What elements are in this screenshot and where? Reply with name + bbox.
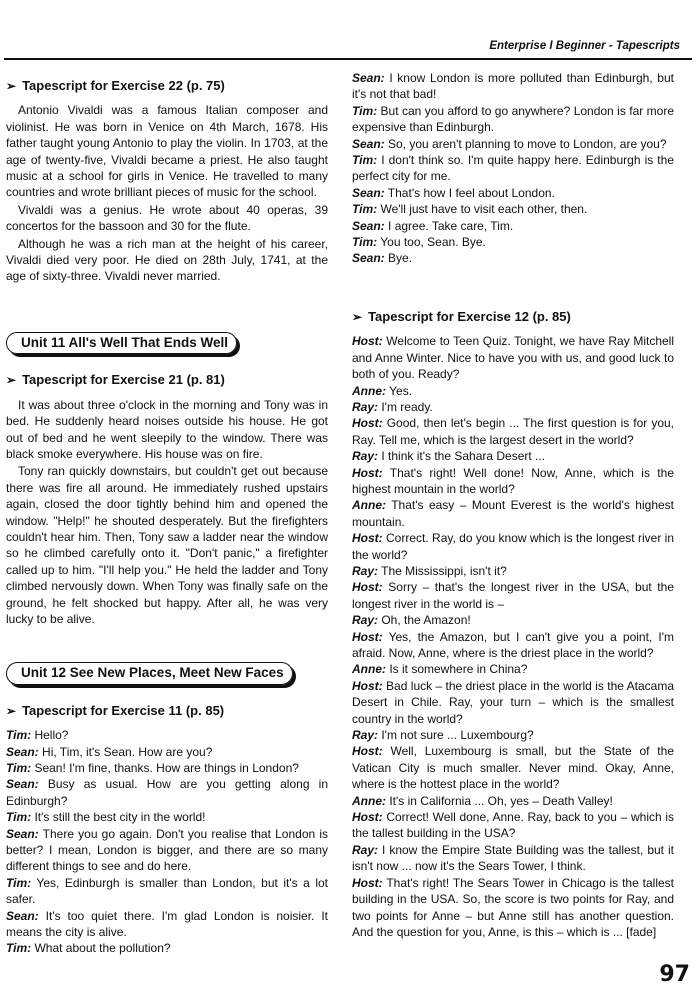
dialogue-line bbox=[352, 793, 674, 809]
speaker-name: Ray: bbox=[352, 563, 379, 578]
speaker-name: Anne: bbox=[352, 662, 386, 677]
spoken-text: There you go again. Don't you realise that London is better? I mean, London is bigger, and there are so many different things to see and do here. bbox=[6, 826, 328, 874]
dialogue-line bbox=[352, 465, 674, 498]
section-heading-ex12 bbox=[352, 309, 674, 325]
spoken-text: Bad luck – the driest place in the world is the Atacama Desert in Chile. Ray, your turn – which is the smallest country in the world? bbox=[352, 678, 674, 726]
spoken-text: Good, then let's begin ... The first question is for you, Ray. Tell me, which is the largest desert in the world? bbox=[352, 416, 674, 447]
spoken-text: Is it somewhere in China? bbox=[386, 662, 528, 677]
dialogue-line bbox=[6, 908, 328, 941]
speaker-name: Host: bbox=[352, 678, 383, 693]
speaker-name: Tim: bbox=[352, 153, 378, 168]
speaker-name: Sean: bbox=[352, 71, 385, 85]
left-column bbox=[6, 70, 328, 957]
speaker-name: Sean: bbox=[352, 218, 385, 233]
spoken-text: I'm ready. bbox=[378, 399, 433, 414]
dialogue-line bbox=[352, 875, 674, 941]
spoken-text: That's right! Well done! Now, Anne, which is the highest mountain in the world? bbox=[352, 465, 674, 496]
spoken-text: That's right! The Sears Tower in Chicago is the tallest building in the USA. So, the score is two points for Ray, and two points for Anne – but Anne still has another question. And the question for you, Anne, is this – which is ... [fade] bbox=[352, 875, 674, 939]
speaker-name: Sean: bbox=[6, 826, 39, 841]
dialogue-line bbox=[352, 136, 674, 152]
dialogue-ex12 bbox=[352, 333, 674, 940]
spoken-text: Hi, Tim, it's Sean. How are you? bbox=[38, 744, 213, 759]
page-number: 97 bbox=[659, 962, 690, 987]
dialogue-line bbox=[352, 629, 674, 662]
header-rule bbox=[4, 58, 692, 60]
spoken-text: We'll just have to visit each other, then. bbox=[377, 202, 588, 217]
arrow-icon: ➢ bbox=[6, 373, 17, 388]
speaker-name: Host: bbox=[352, 465, 383, 480]
spoken-text: I think it's the Sahara Desert ... bbox=[378, 449, 546, 464]
dialogue-line bbox=[352, 333, 674, 382]
speaker-name: Tim: bbox=[6, 728, 32, 743]
dialogue-line bbox=[6, 875, 328, 908]
spoken-text: Oh, the Amazon! bbox=[378, 613, 471, 628]
dialogue-line bbox=[352, 612, 674, 628]
running-header: Enterprise I Beginner - Tapescripts bbox=[489, 40, 680, 52]
spoken-text: I don't think so. I'm quite happy here. Edinburgh is the perfect city for me. bbox=[352, 153, 674, 184]
spoken-text: The Mississippi, isn't it? bbox=[378, 563, 507, 578]
spoken-text: Yes. bbox=[386, 383, 413, 398]
dialogue-line bbox=[352, 579, 674, 612]
dialogue-line bbox=[352, 497, 674, 530]
paragraph: Although he was a rich man at the height of his career, Vivaldi died very poor. He died on 28th July, 1741, at the age of sixty-three. Vivaldi never married. bbox=[6, 236, 328, 284]
speaker-name: Host: bbox=[352, 629, 383, 644]
spoken-text: Hello? bbox=[31, 728, 69, 743]
speaker-name: Host: bbox=[352, 531, 383, 546]
speaker-name: Anne: bbox=[352, 793, 386, 808]
dialogue-line bbox=[352, 103, 674, 136]
dialogue-line bbox=[352, 727, 674, 743]
spoken-text: What about the pollution? bbox=[31, 941, 171, 956]
speaker-name: Ray: bbox=[352, 728, 379, 743]
arrow-icon: ➢ bbox=[6, 79, 17, 93]
dialogue-line bbox=[352, 530, 674, 563]
speaker-name: Sean: bbox=[6, 908, 39, 923]
dialogue-ex11 bbox=[6, 727, 328, 957]
dialogue-line bbox=[352, 678, 674, 727]
spoken-text: Well, Luxembourg is small, but the State of the Vatican City is much smaller. Never mind. Okay, Anne, where is the hottest place in the world? bbox=[352, 744, 674, 792]
dialogue-line bbox=[6, 776, 328, 809]
dialogue-ex11-continued bbox=[352, 70, 674, 267]
spoken-text: It's too quiet there. I'm glad London is noisier. It means the city is alive. bbox=[6, 908, 328, 940]
dialogue-line bbox=[352, 383, 674, 399]
dialogue-line bbox=[352, 809, 674, 842]
dialogue-line bbox=[352, 152, 674, 185]
paragraph: It was about three o'clock in the morning and Tony was in bed. He suddenly heard noises outside his house. He got out of bed and he went sleepily to the window. There was black smoke everywhere. His house was on fire. bbox=[6, 397, 328, 461]
dialogue-line bbox=[352, 185, 674, 201]
dialogue-line bbox=[6, 727, 328, 743]
section-heading-ex21 bbox=[6, 372, 328, 388]
speaker-name: Host: bbox=[352, 580, 383, 595]
spoken-text: It's still the best city in the world! bbox=[31, 810, 206, 825]
dialogue-line bbox=[352, 399, 674, 415]
paragraph: Vivaldi was a genius. He wrote about 40 operas, 39 concertos for the bassoon and 30 for the flute. bbox=[6, 202, 328, 234]
section-heading-text: Tapescript for Exercise 12 (p. 85) bbox=[368, 308, 571, 324]
spoken-text: Sean! I'm fine, thanks. How are things in London? bbox=[31, 761, 299, 775]
speaker-name: Sean: bbox=[352, 251, 385, 266]
dialogue-line bbox=[352, 448, 674, 464]
spoken-text: Yes, Edinburgh is smaller than London, but it's a lot safer. bbox=[6, 875, 328, 907]
spoken-text: That's how I feel about London. bbox=[384, 185, 555, 200]
speaker-name: Host: bbox=[352, 810, 383, 825]
dialogue-line bbox=[352, 201, 674, 217]
section-heading-text: Tapescript for Exercise 21 (p. 81) bbox=[22, 372, 225, 388]
speaker-name: Anne: bbox=[352, 498, 386, 513]
unit-12-banner: Unit 12 See New Places, Meet New Faces bbox=[6, 662, 293, 684]
dialogue-line bbox=[6, 809, 328, 825]
dialogue-line bbox=[6, 760, 328, 776]
speaker-name: Tim: bbox=[352, 103, 378, 118]
dialogue-line bbox=[6, 826, 328, 875]
speaker-name: Ray: bbox=[352, 842, 379, 857]
speaker-name: Ray: bbox=[352, 399, 379, 414]
spoken-text: Busy as usual. How are you getting along in Edinburgh? bbox=[6, 777, 328, 808]
dialogue-line bbox=[6, 744, 328, 760]
paragraph: Antonio Vivaldi was a famous Italian composer and violinist. He was born in Venice on 4th March, 1678. His father taught young Antonio to play the violin. In 1703, at the age of twenty-five, Vivaldi became a priest. He also taught music at a school for girls in Venice. He travelled to many countries and wrote brilliant pieces of music for the school. bbox=[6, 103, 328, 200]
spoken-text: That's easy – Mount Everest is the world's highest mountain. bbox=[352, 498, 674, 529]
right-column bbox=[352, 70, 674, 940]
spoken-text: You too, Sean. Bye. bbox=[377, 235, 486, 250]
dialogue-line bbox=[352, 234, 674, 250]
dialogue-line bbox=[352, 70, 674, 103]
spoken-text: I know London is more polluted than Edinburgh, but it's not that bad! bbox=[352, 71, 674, 102]
section-heading-ex11 bbox=[6, 703, 328, 719]
speaker-name: Sean: bbox=[352, 136, 385, 151]
arrow-icon: ➢ bbox=[352, 309, 363, 324]
dialogue-line bbox=[6, 940, 328, 956]
spoken-text: Welcome to Teen Quiz. Tonight, we have Ray Mitchell and Anne Winter. Nice to have you with us, and good luck to both of you. Ready? bbox=[352, 334, 674, 382]
unit-11-banner: Unit 11 All's Well That Ends Well bbox=[6, 332, 237, 354]
dialogue-line bbox=[352, 563, 674, 579]
speaker-name: Tim: bbox=[6, 761, 32, 775]
speaker-name: Ray: bbox=[352, 613, 379, 628]
spoken-text: It's in California ... Oh, yes – Death Valley! bbox=[386, 793, 613, 808]
spoken-text: But can you afford to go anywhere? London is far more expensive than Edinburgh. bbox=[352, 103, 674, 135]
spoken-text: Correct. Ray, do you know which is the longest river in the world? bbox=[352, 531, 674, 562]
speaker-name: Tim: bbox=[6, 941, 32, 956]
speaker-name: Tim: bbox=[352, 235, 378, 250]
spoken-text: I agree. Take care, Tim. bbox=[384, 218, 514, 233]
section-heading-text: Tapescript for Exercise 11 (p. 85) bbox=[22, 702, 225, 718]
spoken-text: Sorry – that's the longest river in the USA, but the longest river in the world is – bbox=[352, 580, 674, 611]
paragraph: Tony ran quickly downstairs, but couldn't get out because there was fire all around. He immediately rushed upstairs again, closed the door tightly behind him and opened the window. "Help!" he shouted desperately. But the firefighters couldn't hear him. Then, Tony saw a ladder near the window so he climbed carefully onto it. "Don't panic," a firefighter called up to him. "I'll help you." He held the ladder and Tony climbed nervously down. When Tony was finally safe on the ground, he felt shocked but happy. After all, he was very lucky to be alive. bbox=[6, 464, 328, 626]
speaker-name: Tim: bbox=[6, 810, 32, 825]
speaker-name: Host: bbox=[352, 875, 383, 890]
spoken-text: So, you aren't planning to move to London, are you? bbox=[384, 136, 667, 151]
speaker-name: Host: bbox=[352, 744, 383, 759]
speaker-name: Ray: bbox=[352, 449, 379, 464]
spoken-text: I know the Empire State Building was the tallest, but it isn't now ... now it's the Sears Tower, I think. bbox=[352, 842, 674, 874]
speaker-name: Sean: bbox=[6, 777, 39, 792]
spoken-text: I'm not sure ... Luxembourg? bbox=[378, 728, 534, 743]
dialogue-line bbox=[352, 218, 674, 234]
speaker-name: Host: bbox=[352, 416, 383, 431]
dialogue-line bbox=[352, 661, 674, 677]
dialogue-line bbox=[352, 250, 674, 266]
speaker-name: Host: bbox=[352, 334, 383, 349]
speaker-name: Sean: bbox=[6, 744, 39, 759]
section-heading-ex22 bbox=[6, 78, 328, 94]
dialogue-line bbox=[352, 743, 674, 792]
section-heading-text: Tapescript for Exercise 22 (p. 75) bbox=[22, 78, 225, 93]
speaker-name: Sean: bbox=[352, 185, 385, 200]
dialogue-line bbox=[352, 415, 674, 448]
speaker-name: Tim: bbox=[6, 875, 32, 890]
dialogue-line bbox=[352, 842, 674, 875]
speaker-name: Anne: bbox=[352, 383, 386, 398]
speaker-name: Tim: bbox=[352, 202, 378, 217]
arrow-icon: ➢ bbox=[6, 703, 17, 718]
spoken-text: Yes, the Amazon, but I can't give you a point, I'm afraid. Now, Anne, where is the driest place in the world? bbox=[352, 629, 674, 660]
spoken-text: Bye. bbox=[384, 251, 413, 266]
spoken-text: Correct! Well done, Anne. Ray, back to you – which is the tallest building in the USA? bbox=[352, 810, 674, 841]
